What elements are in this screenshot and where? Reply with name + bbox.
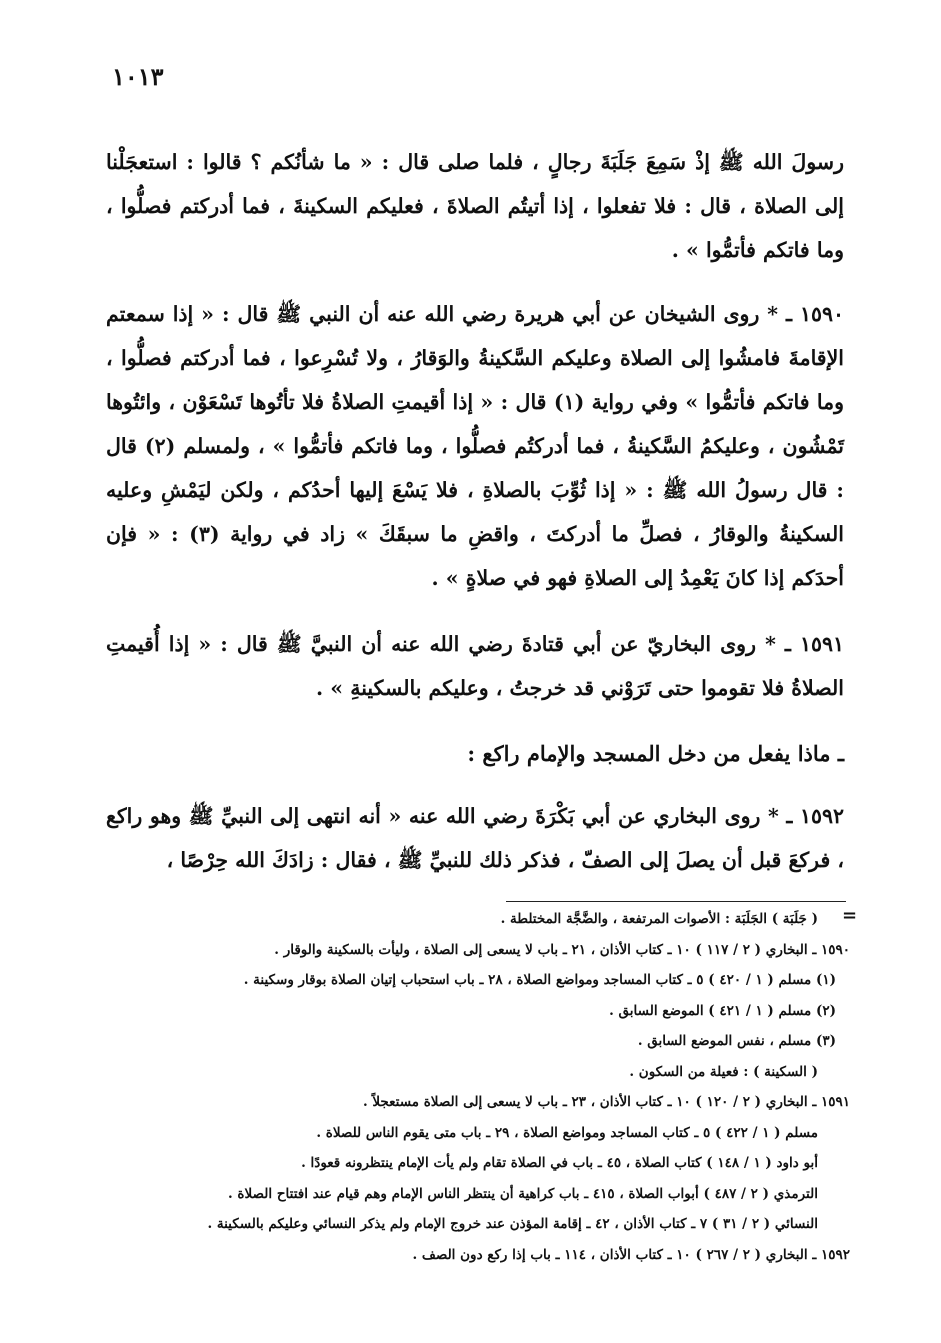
- section-heading: ـ ماذا يفعل من دخل المسجد والإمام راكع :: [467, 741, 844, 766]
- intro-paragraph: رسولَ الله ﷺ إذْ سَمِعَ جَلَبَةَ رجالٍ ، فلما صلى قال : « ما شأنُكم ؟ قالوا : استعجَلْنا إلى الصلاة ، قال : فلا تفعلوا ، إذا أتيتُم الصلاةَ ، فعليكم السكينةَ ، فما أدركتم فصلُّوا ، وما فاتكم فأتمُّوا » .: [106, 150, 844, 262]
- page-number: ١٠١٣: [112, 62, 164, 91]
- footnote-divider: [506, 901, 846, 902]
- hadith-1592: ١٥٩٢ ـ * روى البخاري عن أبي بَكْرَةَ رضي الله عنه « أنه انتهى إلى النبيِّ ﷺ وهو راكع ، فركعَ قبل أن يصلَ إلى الصفّ ، فذكر ذلك للنبيِّ ﷺ ، فقال : زادَكَ الله حِرْصًا ،: [106, 804, 844, 872]
- footnote-line: النسائي ( ٢ / ٣١ ) ٧ ـ كتاب الأذان ، ٤٢ ـ إقامة المؤذن عند خروج الإمام ولم يذكر النسائي وعليكم بالسكينة .: [207, 1216, 818, 1232]
- footnote-line: الترمذي ( ٢ / ٤٨٧ ) أبواب الصلاة ، ٤١٥ ـ باب كراهية أن ينتظر الناس الإمام وهم قيام عند افتتاح الصلاة .: [228, 1185, 818, 1202]
- footnote-line: أبو داود ( ١ / ١٤٨ ) كتاب الصلاة ، ٤٥ ـ باب في الصلاة تقام ولم يأت الإمام ينتظرونه قعودًا .: [301, 1155, 818, 1171]
- footnote-line: (٢) مسلم ( ١ / ٤٢١ ) الموضع السابق .: [609, 1002, 836, 1019]
- footnote-line: ١٥٩٠ ـ البخاري ( ٢ / ١١٧ ) ١٠ ـ كتاب الأذان ، ٢١ ـ باب لا يسعى إلى الصلاة ، وليأت بالسكينة والوقار .: [274, 941, 850, 958]
- hadith-1590: ١٥٩٠ ـ * روى الشيخان عن أبي هريرة رضي الله عنه أن النبي ﷺ قال : « إذا سمعتم الإقامةَ فامشُوا إلى الصلاة وعليكم السَّكينةُ والوَقارُ ، ولا تُسْرِعوا ، فما أدركتم فصلُّوا ، وما فاتكم فأتمُّوا » وفي رواية (١) قال : « إذا أقيمتِ الصلاةُ فلا تأتُوها تَسْعَوْن ، وائتُوها تَمْشُون ، وعليكمُ السَّكينةُ ، فما أدركتُم فصلُّوا ، وما فاتكم فأتمُّوا » ، ولمسلم (٢) قال : قال رسولُ الله ﷺ : « إذا ثُوِّبَ بالصلاةِ ، فلا يَسْعَ إليها أحدُكم ، ولكن ليَمْشِ وعليه السكينةُ والوقارُ ، فصلِّ ما أدركتَ ، واقضِ ما سبقَكَ » زاد في رواية (٣) : « فإن أحدَكم إذا كانَ يَعْمِدُ إلى الصلاةِ فهو في صلاةٍ » .: [106, 302, 845, 590]
- footnote-line: (١) مسلم ( ١ / ٤٢٠ ) ٥ ـ كتاب المساجد ومواضع الصلاة ، ٢٨ ـ باب استحباب إتيان الصلاة بوقار وسكينة .: [243, 972, 836, 988]
- main-text: [106, 140, 844, 904]
- footnote-line: ١٥٩١ ـ البخاري ( ٢ / ١٢٠ ) ١٠ ـ كتاب الأذان ، ٢٣ ـ باب لا يسعى إلى الصلاة مستعجلاً .: [362, 1094, 850, 1110]
- footnote-line: ( السكينة ) : فعيلة من السكون .: [629, 1063, 818, 1080]
- continuation-mark: =: [842, 905, 858, 926]
- footnote-line: مسلم ( ١ / ٤٢٢ ) ٥ ـ كتاب المساجد ومواضع الصلاة ، ٢٩ ـ باب متى يقوم الناس للصلاة .: [316, 1124, 818, 1141]
- footnote-line: ( جَلَبَة ) الجَلَبَة : الأصوات المرتفعة ، والضَّجَّة المختلطة .: [500, 911, 818, 927]
- footnote-line: ١٥٩٢ ـ البخاري ( ٢ / ٢٦٧ ) ١٠ ـ كتاب الأذان ، ١١٤ ـ باب إذا ركع دون الصف .: [412, 1246, 850, 1263]
- footnote-line: (٣) مسلم ، نفس الموضع السابق .: [637, 1033, 836, 1049]
- footnotes: [100, 904, 850, 1270]
- hadith-1591: ١٥٩١ ـ * روى البخاريّ عن أبي قتادةَ رضي الله عنه أن النبيَّ ﷺ قال : « إذا أُقيمتِ الصلاةُ فلا تقوموا حتى تَرَوْني قد خرجتُ ، وعليكم بالسكينةِ » .: [106, 632, 844, 700]
